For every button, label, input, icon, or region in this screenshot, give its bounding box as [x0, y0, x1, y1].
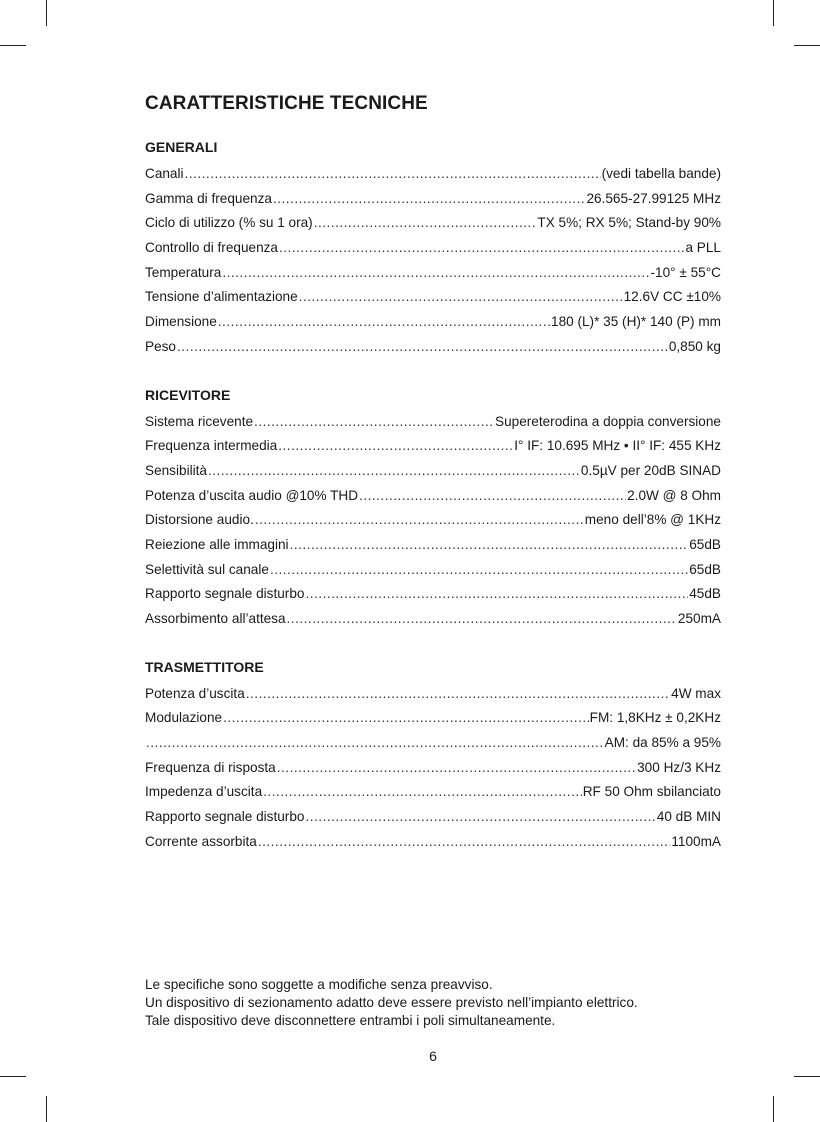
spec-label: Controllo di frequenza [145, 240, 278, 256]
section-title: TRASMETTITORE [145, 658, 264, 675]
dot-leader [278, 434, 513, 459]
spec-value: I° IF: 10.695 MHz • II° IF: 455 KHz [514, 438, 721, 454]
spec-value: 250mA [677, 611, 721, 626]
spec-value: (vedi tabella bande) [601, 166, 721, 181]
spec-row [145, 780, 721, 805]
crop-mark [0, 1076, 26, 1077]
spec-value: 65dB [689, 561, 721, 577]
dot-leader [305, 582, 688, 607]
spec-label: Frequenza intermedia [145, 438, 278, 454]
footnotes [145, 976, 745, 1030]
spec-label: Dimensione [145, 314, 217, 330]
dot-leader [314, 211, 537, 236]
spec-row [145, 484, 721, 509]
spec-row [145, 508, 721, 533]
dot-leader [290, 533, 689, 558]
spec-label: Corrente assorbita [145, 833, 257, 849]
dot-leader [287, 607, 677, 632]
dot-leader [258, 830, 671, 855]
spec-value: 0,850 kg [668, 338, 721, 354]
section-trasmettitore [145, 658, 721, 855]
section-title: GENERALI [145, 139, 218, 155]
spec-label: Rapporto segnale disturbo [145, 586, 305, 602]
dot-leader [185, 162, 601, 187]
spec-label: Reiezione alle immagini [145, 536, 289, 552]
spec-value: a PLL [685, 240, 721, 256]
spec-row [145, 211, 721, 236]
spec-row [145, 731, 721, 756]
dot-leader [277, 756, 636, 781]
spec-value: 300 Hz/3 KHz [637, 759, 721, 775]
spec-value: 2.0W @ 8 Ohm [627, 487, 721, 503]
section-ricevitore [145, 386, 721, 632]
spec-value: meno dell’8% @ 1KHz [584, 512, 721, 528]
crop-mark [773, 1096, 774, 1122]
crop-mark [46, 1096, 47, 1122]
spec-row [145, 533, 721, 558]
crop-mark [794, 1076, 820, 1077]
spec-value: 4W max [671, 685, 721, 701]
spec-value: 0.5µV per 20dB SINAD [580, 462, 721, 478]
dot-leader [208, 459, 580, 484]
page-number: 6 [429, 1048, 437, 1064]
spec-row [145, 410, 721, 435]
section-title: RICEVITORE [145, 386, 231, 403]
dot-leader [279, 236, 684, 261]
spec-value: TX 5%; RX 5%; Stand-by 90% [537, 215, 721, 231]
dot-leader [218, 310, 550, 335]
spec-label: Impedenza d’uscita [145, 784, 263, 800]
spec-value: AM: da 85% a 95% [604, 735, 721, 751]
spec-value: 65dB [689, 536, 721, 552]
spec-row [145, 607, 721, 632]
spec-value: 45dB [689, 586, 721, 602]
spec-row [145, 236, 721, 261]
crop-mark [0, 45, 26, 46]
dot-leader [273, 187, 586, 212]
dot-leader [299, 285, 623, 310]
footnote-line: Un dispositivo di sezionamento adatto deve essere previsto nell’impianto elettrico. [145, 995, 638, 1010]
spec-value: 180 (L)* 35 (H)* 140 (P) mm [551, 314, 721, 330]
spec-row [145, 261, 721, 286]
dot-leader [263, 780, 582, 805]
spec-row [145, 830, 721, 855]
spec-row [145, 434, 721, 459]
spec-row [145, 558, 721, 583]
spec-label: Potenza d’uscita audio @10% THD [145, 487, 359, 503]
spec-label: Potenza d’uscita [145, 685, 245, 701]
spec-row [145, 582, 721, 607]
spec-value: RF 50 Ohm sbilanciato [582, 784, 721, 800]
spec-row [145, 706, 721, 731]
spec-label: Assorbimento all’attesa [145, 611, 286, 626]
spec-label: Rapporto segnale disturbo [145, 809, 305, 825]
spec-label: Distorsione audio. [145, 512, 254, 528]
spec-value: -10° ± 55°C [650, 264, 721, 280]
dot-leader [223, 706, 589, 731]
dot-leader [146, 731, 604, 756]
spec-value: 26.565-27.99125 MHz [586, 190, 721, 206]
spec-label: Temperatura [145, 264, 222, 280]
spec-label: Sensibilità [145, 462, 207, 478]
spec-value: Supereterodina a doppia conversione [495, 413, 721, 429]
spec-row [145, 682, 721, 707]
dot-leader [254, 410, 494, 435]
spec-label: Ciclo di utilizzo (% su 1 ora) [145, 215, 313, 231]
dot-leader [246, 682, 670, 707]
dot-leader [359, 484, 626, 509]
spec-row [145, 162, 721, 187]
spec-row [145, 310, 721, 335]
footnote-line: Tale dispositivo deve disconnettere entrambi i poli simultaneamente. [145, 1013, 556, 1028]
footnote-line: Le specifiche sono soggette a modifiche senza preavviso. [145, 977, 493, 992]
crop-mark [794, 45, 820, 46]
dot-leader [177, 335, 668, 360]
spec-label: Selettività sul canale [145, 561, 269, 577]
spec-label: Modulazione [145, 710, 223, 726]
spec-row [145, 756, 721, 781]
spec-label: Gamma di frequenza [145, 190, 272, 206]
dot-leader [222, 261, 649, 286]
dot-leader [255, 508, 584, 533]
page-title: CARATTERISTICHE TECNICHE [145, 93, 428, 114]
crop-mark [773, 0, 774, 26]
spec-value: FM: 1,8KHz ± 0,2KHz [589, 710, 721, 726]
dot-leader [305, 805, 655, 830]
spec-row [145, 805, 721, 830]
spec-row [145, 459, 721, 484]
spec-label: Sistema ricevente [145, 413, 254, 429]
spec-row [145, 335, 721, 360]
dot-leader [270, 558, 688, 583]
crop-mark [46, 0, 47, 26]
spec-value: 40 dB MIN [656, 809, 721, 825]
spec-label: Peso [145, 338, 176, 354]
spec-value: 1100mA [671, 833, 721, 849]
spec-label: Tensione d’alimentazione [145, 289, 298, 305]
spec-row [145, 285, 721, 310]
spec-value: 12.6V CC ±10% [623, 289, 721, 305]
spec-row [145, 187, 721, 212]
spec-sheet [145, 92, 721, 855]
section-generali [145, 138, 721, 360]
spec-label: Canali [145, 166, 184, 181]
spec-label: Frequenza di risposta [145, 759, 276, 775]
